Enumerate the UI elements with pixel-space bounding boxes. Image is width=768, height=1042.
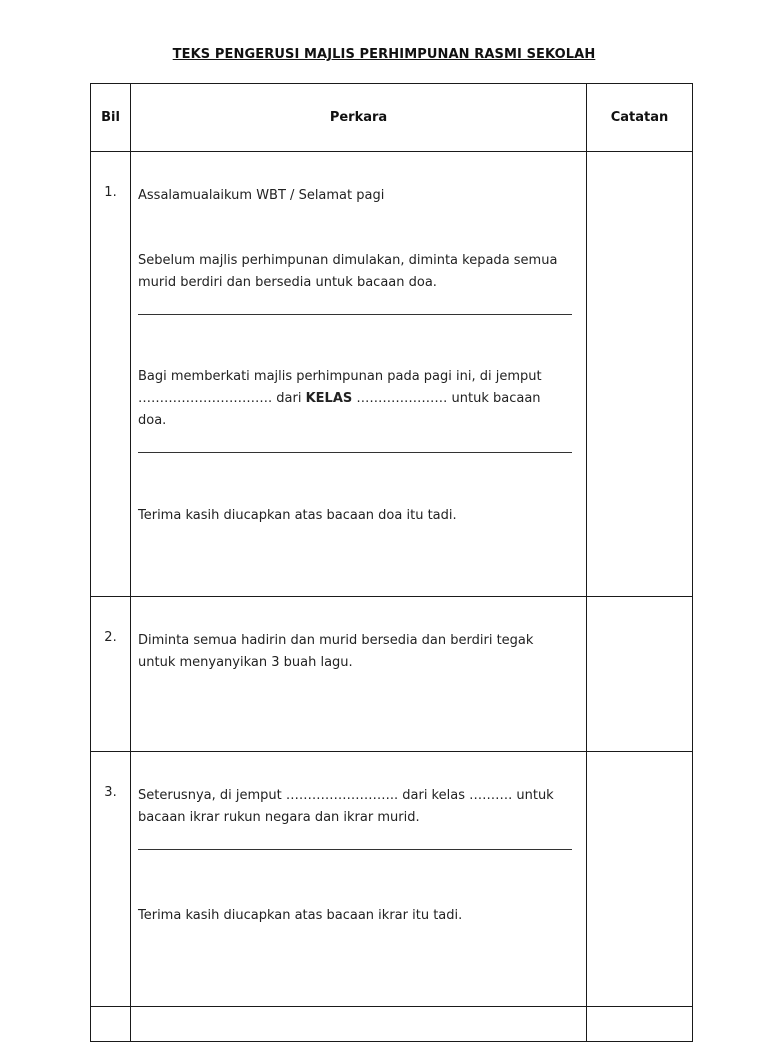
row-content <box>131 597 587 752</box>
blank-line <box>138 452 572 453</box>
table-row-empty <box>91 1007 693 1042</box>
paragraph: Sebelum majlis perhimpunan dimulakan, diminta kepada semua murid berdiri dan bersedia untuk bacaan doa. <box>138 253 558 290</box>
row-content <box>131 152 587 597</box>
header-bil: Bil <box>91 84 131 152</box>
greeting-text: Assalamualaikum WBT / Selamat pagi <box>138 188 385 203</box>
row-number: 2. <box>91 597 131 752</box>
row-catatan-cell <box>587 597 693 752</box>
kelas-label: KELAS <box>305 391 353 406</box>
row-number: 3. <box>91 752 131 1007</box>
table-row <box>91 752 693 1007</box>
paragraph: Terima kasih diucapkan atas bacaan ikrar itu tadi. <box>138 908 463 923</box>
agenda-table <box>90 83 693 1042</box>
empty-cell <box>91 1007 131 1042</box>
table-header-row <box>91 84 693 152</box>
row-number: 1. <box>91 152 131 597</box>
table-row <box>91 152 693 597</box>
paragraph-text: Bagi memberkati majlis perhimpunan pada pagi ini, di jemput …………………………. dari <box>138 369 542 406</box>
empty-cell <box>587 1007 693 1042</box>
table-row <box>91 597 693 752</box>
header-perkara: Perkara <box>131 84 587 152</box>
paragraph <box>138 366 572 432</box>
row-catatan-cell <box>587 152 693 597</box>
header-catatan: Catatan <box>587 84 693 152</box>
row-catatan-cell <box>587 752 693 1007</box>
blank-line <box>138 849 572 850</box>
empty-cell <box>131 1007 587 1042</box>
paragraph: Diminta semua hadirin dan murid bersedia dan berdiri tegak untuk menyanyikan 3 buah lagu. <box>138 633 534 670</box>
paragraph-text: ………………… untuk bacaan doa. <box>138 391 541 428</box>
blank-line <box>138 314 572 315</box>
row-content <box>131 752 587 1007</box>
document-title: TEKS PENGERUSI MAJLIS PERHIMPUNAN RASMI SEKOLAH <box>172 47 596 62</box>
paragraph: Seterusnya, di jemput …………………….. dari kelas ………. untuk bacaan ikrar rukun negara dan ikrar murid. <box>138 788 554 825</box>
paragraph: Terima kasih diucapkan atas bacaan doa itu tadi. <box>138 508 457 523</box>
